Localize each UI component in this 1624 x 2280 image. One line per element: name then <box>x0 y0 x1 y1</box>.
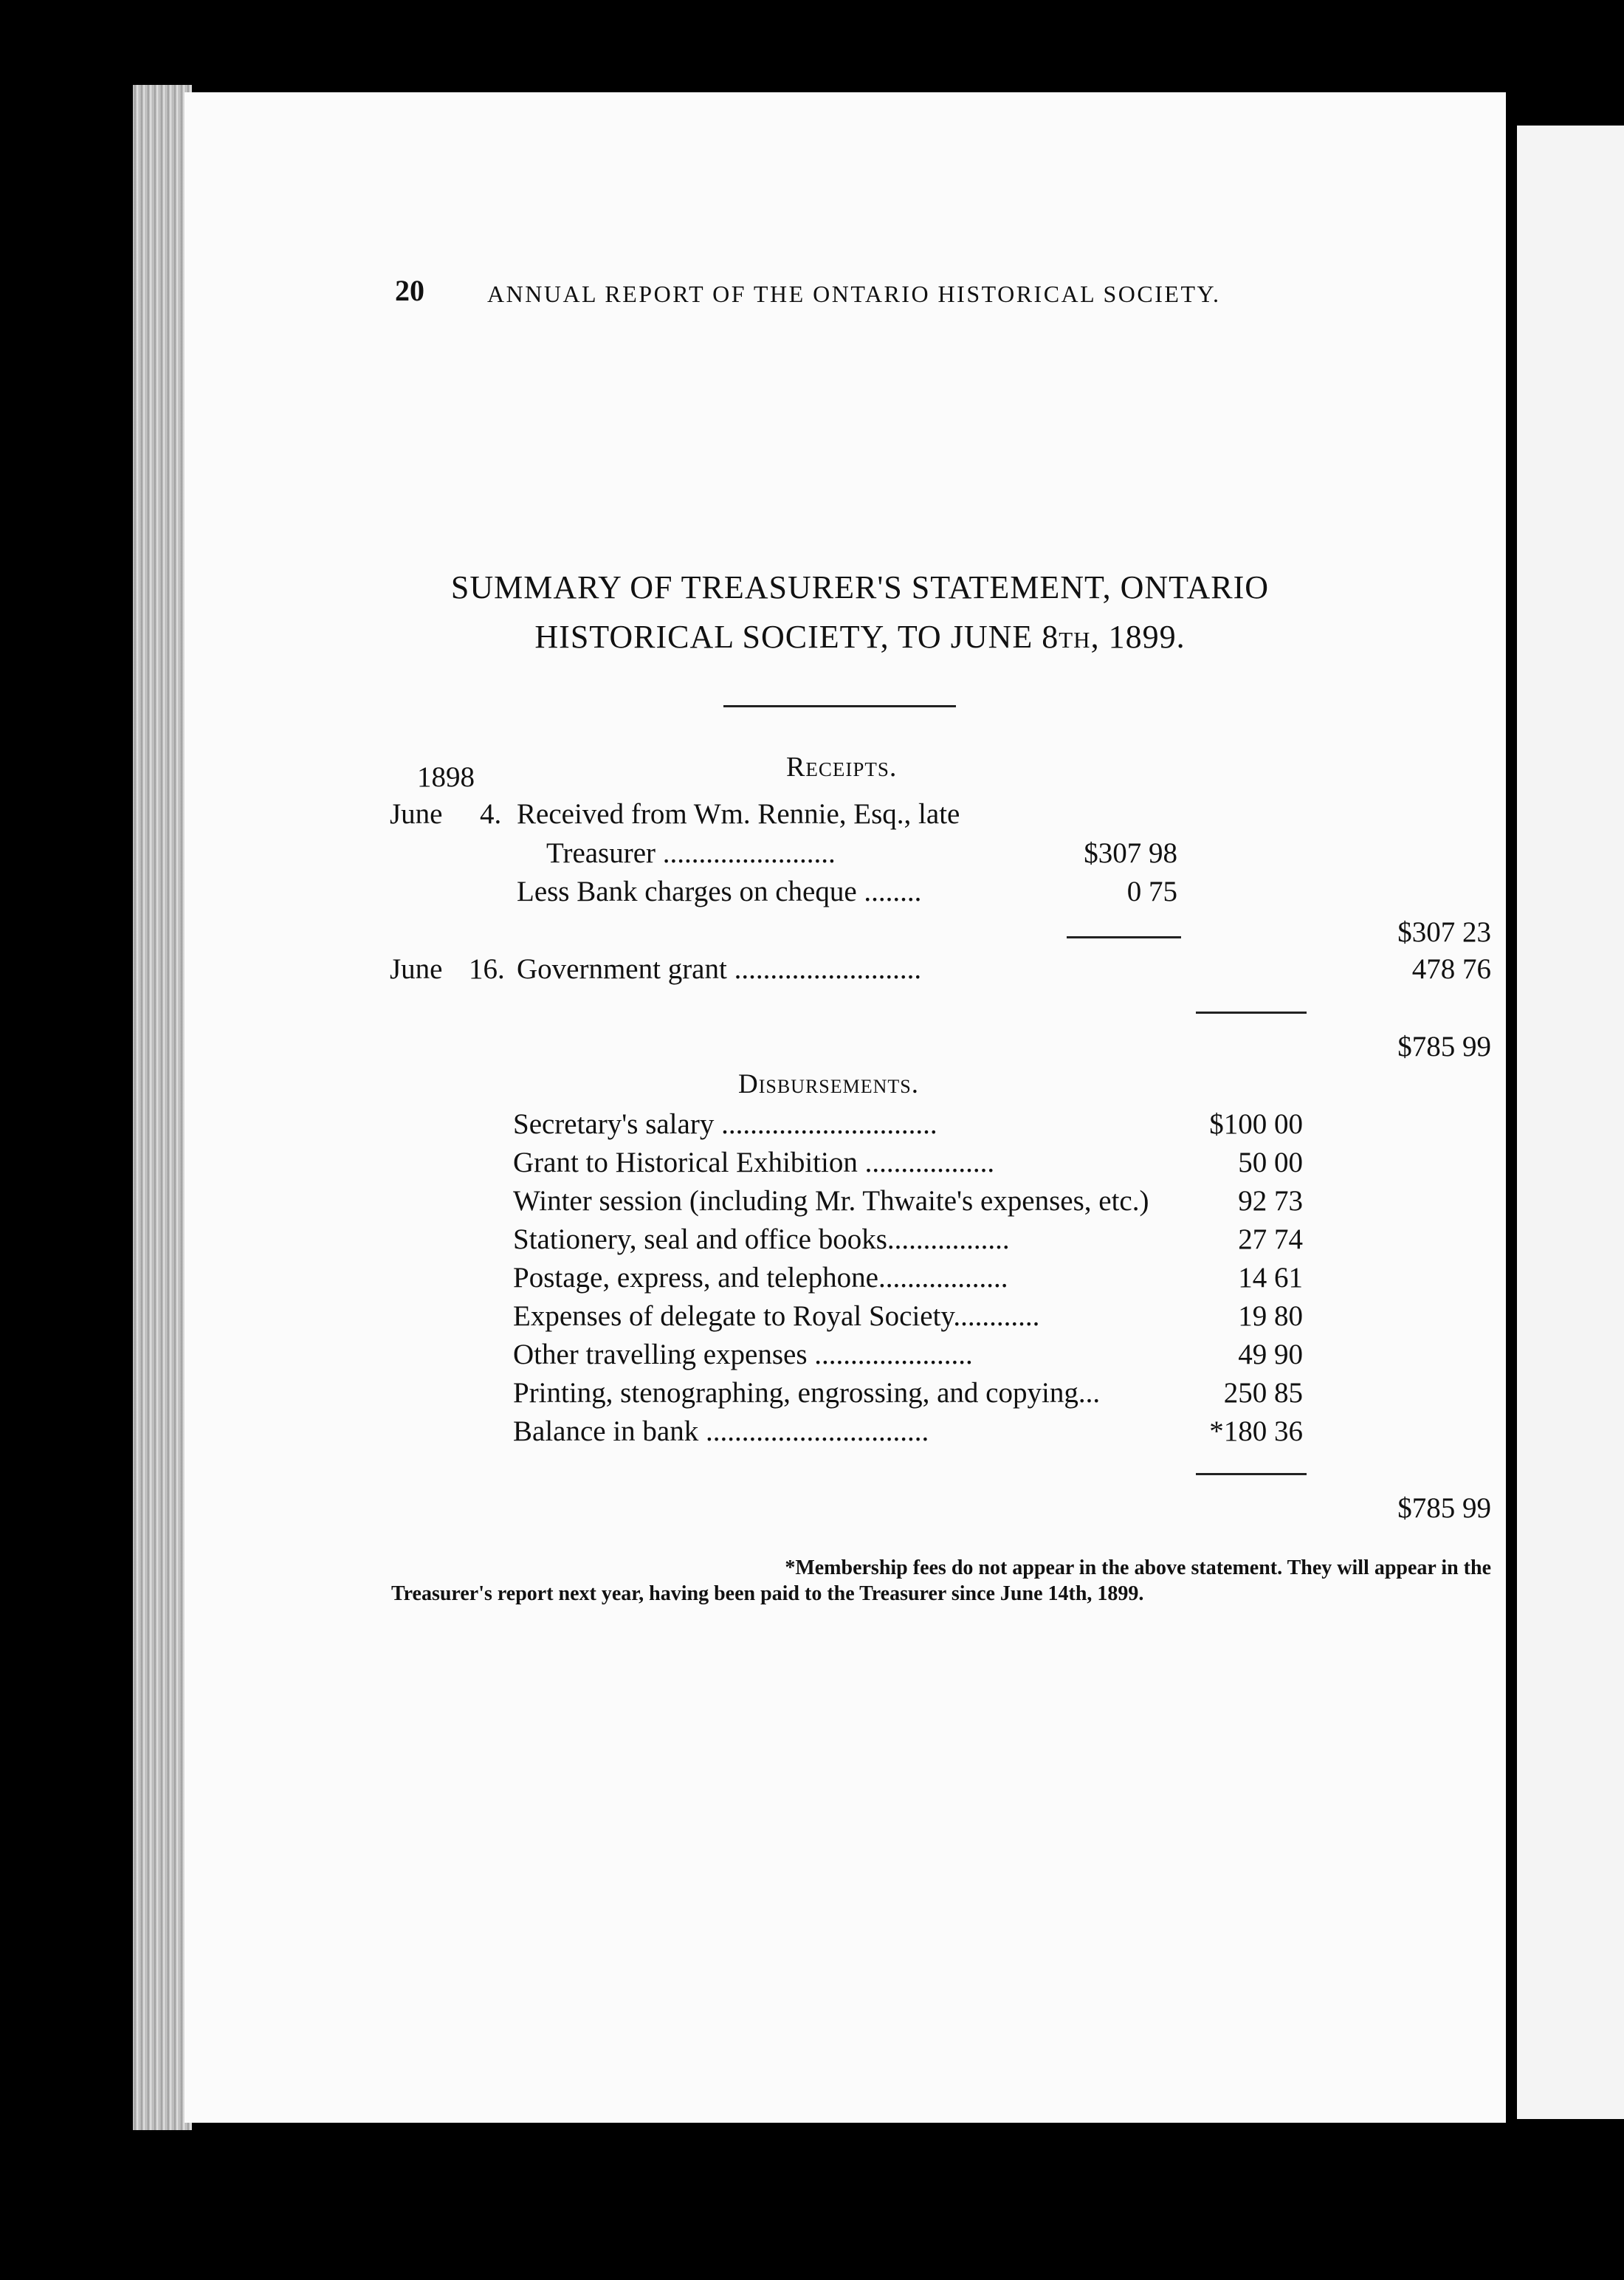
disbursement-label: Postage, express, and telephone.................. <box>513 1262 1008 1294</box>
receipts-year: 1898 <box>417 761 475 793</box>
title-line2-prefix: HISTORICAL SOCIETY, TO JUNE <box>534 619 1042 655</box>
facing-page-edge <box>1517 126 1624 2119</box>
entry1-line2-amount: $307 98 <box>1084 837 1177 869</box>
disbursement-row <box>513 1184 1303 1221</box>
disbursement-row <box>513 1415 1303 1452</box>
receipts-heading: Receipts. <box>786 752 898 783</box>
disbursement-amount: 19 80 <box>1238 1300 1303 1332</box>
disbursement-label: Stationery, seal and office books................. <box>513 1223 1010 1255</box>
page-edges <box>133 85 192 2130</box>
disbursement-label: Printing, stenographing, engrossing, and copying... <box>513 1377 1101 1409</box>
entry1-date-day: 4. <box>480 798 502 830</box>
entry1-line3-amount: 0 75 <box>1126 876 1177 907</box>
disbursement-label: Balance in bank ............................... <box>513 1415 929 1447</box>
disbursement-amount: 49 90 <box>1238 1339 1303 1370</box>
disbursement-row <box>513 1299 1303 1336</box>
disbursement-row <box>513 1223 1303 1260</box>
disbursement-row <box>513 1338 1303 1375</box>
disbursement-amount: 92 73 <box>1238 1185 1303 1217</box>
disbursement-row <box>513 1376 1303 1413</box>
disbursements-total-rule <box>1196 1473 1307 1475</box>
disbursement-amount: 27 74 <box>1238 1223 1303 1255</box>
page <box>185 92 1506 2123</box>
entry1-line1: Received from Wm. Rennie, Esq., late <box>517 798 960 830</box>
footnote-line1: *Membership fees do not appear in the above statement. They will appear in the <box>785 1556 1491 1579</box>
statement-title-line2 <box>428 618 1292 656</box>
receipts-total: $785 99 <box>1397 1031 1491 1062</box>
disbursement-row <box>513 1146 1303 1183</box>
title-rule <box>723 705 956 707</box>
disbursement-amount: $100 00 <box>1209 1108 1303 1140</box>
disbursement-label: Expenses of delegate to Royal Society............ <box>513 1300 1040 1332</box>
disbursement-label: Winter session (including Mr. Thwaite's expenses, etc.) <box>513 1185 1149 1217</box>
entry2-amount: 478 76 <box>1411 953 1491 985</box>
disbursements-heading: Disbursements. <box>738 1069 920 1099</box>
disbursement-amount: *180 36 <box>1209 1415 1303 1447</box>
entry2-date-day: 16. <box>469 953 505 985</box>
footnote-line2: Treasurer's report next year, having been paid to the Treasurer since June 14th, 1899. <box>391 1582 1144 1605</box>
entry1-line2: Treasurer ........................ <box>546 837 836 869</box>
entry1-date-month: June <box>390 798 443 830</box>
entry1-subtotal-rule <box>1067 936 1181 938</box>
disbursement-row <box>513 1261 1303 1298</box>
entry2-date-month: June <box>390 953 443 985</box>
disbursement-row <box>513 1108 1303 1144</box>
disbursements-total: $785 99 <box>1397 1492 1491 1524</box>
entry1-line3: Less Bank charges on cheque ........ <box>517 876 922 907</box>
title-line2-date: 8th <box>1042 619 1091 655</box>
disbursement-amount: 250 85 <box>1223 1377 1303 1409</box>
disbursement-label: Other travelling expenses ...................... <box>513 1339 973 1370</box>
running-title: ANNUAL REPORT OF THE ONTARIO HISTORICAL SOCIETY. <box>487 281 1221 307</box>
receipts-total-rule <box>1196 1012 1307 1014</box>
entry1-net-amount: $307 23 <box>1397 916 1491 948</box>
disbursement-label: Secretary's salary .............................. <box>513 1108 937 1140</box>
statement-title-line1: SUMMARY OF TREASURER'S STATEMENT, ONTARIO <box>450 569 1270 605</box>
disbursement-label: Grant to Historical Exhibition .................. <box>513 1147 995 1178</box>
entry2-label: Government grant .......................... <box>517 953 922 985</box>
title-line2-suffix: , 1899. <box>1090 619 1186 655</box>
disbursement-amount: 14 61 <box>1238 1262 1303 1294</box>
disbursement-amount: 50 00 <box>1238 1147 1303 1178</box>
page-number: 20 <box>395 274 424 307</box>
